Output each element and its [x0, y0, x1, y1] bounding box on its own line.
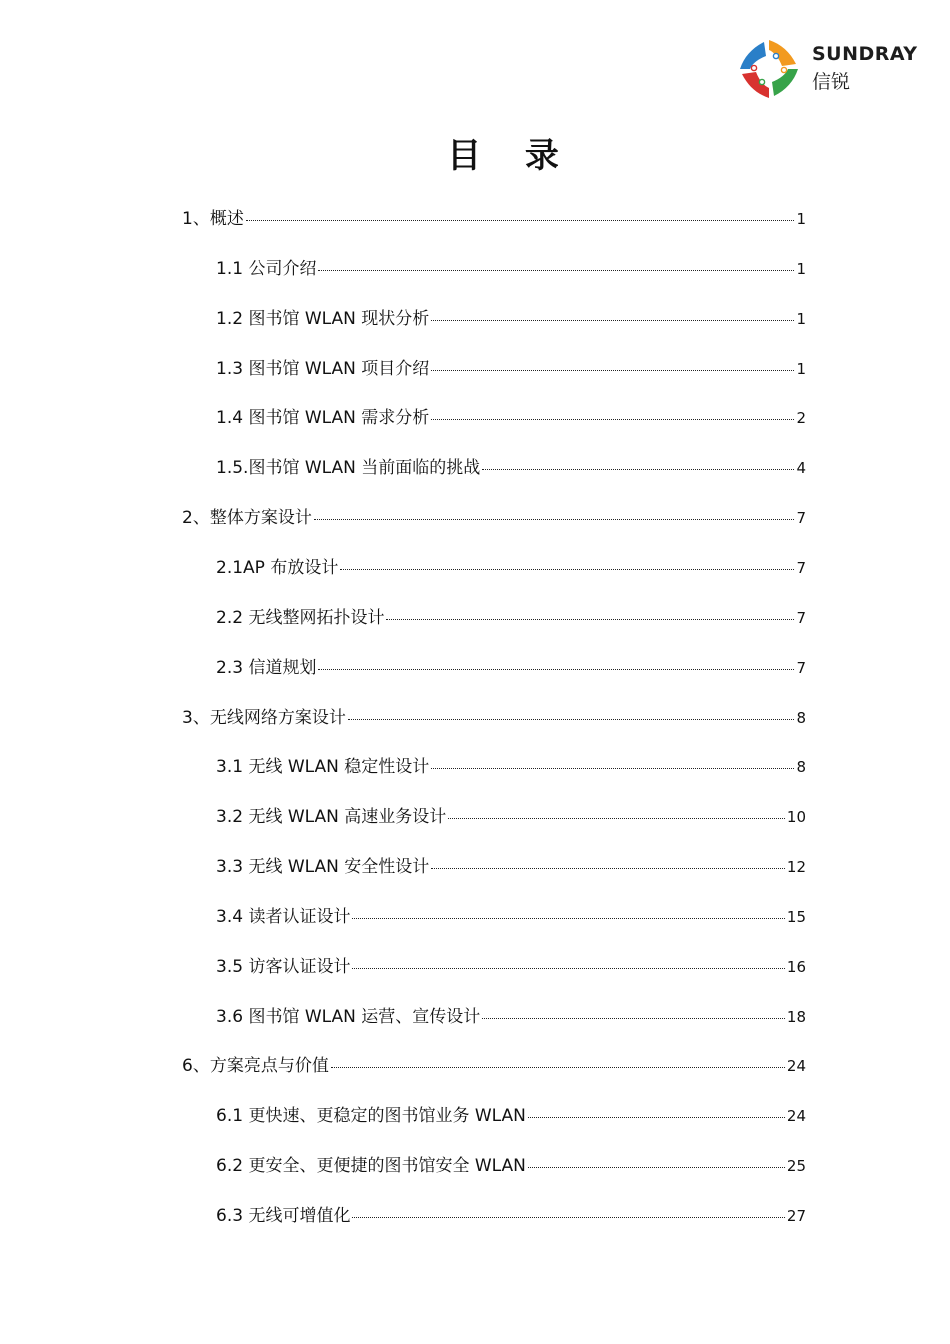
toc-entry-label: 3.2 无线 WLAN 高速业务设计 — [216, 807, 447, 827]
toc-entry-page-number: 18 — [786, 1008, 806, 1026]
toc-entry[interactable] — [216, 403, 806, 427]
toc-leader-dots — [528, 1167, 785, 1168]
toc-entry-page-number: 7 — [796, 509, 806, 527]
toc-entry[interactable] — [182, 1051, 806, 1075]
toc-entry-page-number: 1 — [796, 210, 806, 228]
toc-leader-dots — [528, 1117, 785, 1118]
toc-entry[interactable] — [216, 304, 806, 328]
toc-entry-label: 3.5 访客认证设计 — [216, 957, 351, 977]
toc-entry-label: 6.3 无线可增值化 — [216, 1206, 351, 1226]
toc-entry[interactable] — [216, 453, 806, 477]
sundray-pinwheel-logo-icon — [736, 36, 802, 102]
toc-entry-page-number: 7 — [796, 559, 806, 577]
toc-entry[interactable] — [216, 1002, 806, 1026]
toc-entry[interactable] — [216, 603, 806, 627]
brand-name-en: SUNDRAY — [812, 43, 918, 65]
toc-entry-page-number: 27 — [786, 1207, 806, 1225]
toc-entry[interactable] — [182, 703, 806, 727]
toc-entry-page-number: 10 — [786, 808, 806, 826]
toc-entry[interactable] — [182, 503, 806, 527]
toc-leader-dots — [314, 519, 795, 520]
toc-entry[interactable] — [216, 952, 806, 976]
toc-leader-dots — [431, 868, 785, 869]
toc-leader-dots — [431, 320, 794, 321]
toc-entry-page-number: 1 — [796, 310, 806, 328]
toc-entry[interactable] — [216, 653, 806, 677]
toc-leader-dots — [482, 469, 794, 470]
toc-leader-dots — [448, 818, 785, 819]
toc-entry-label: 1.5.图书馆 WLAN 当前面临的挑战 — [216, 458, 481, 478]
toc-leader-dots — [331, 1067, 785, 1068]
toc-entry-page-number: 7 — [796, 609, 806, 627]
toc-leader-dots — [431, 768, 794, 769]
page-title: 目 录 — [447, 136, 575, 176]
toc-entry[interactable] — [216, 1201, 806, 1225]
toc-entry[interactable] — [216, 802, 806, 826]
toc-entry-label: 2.1AP 布放设计 — [216, 558, 339, 578]
toc-entry-page-number: 15 — [786, 908, 806, 926]
toc-entry-page-number: 7 — [796, 659, 806, 677]
toc-entry-page-number: 8 — [796, 709, 806, 727]
toc-entry-page-number: 24 — [786, 1057, 806, 1075]
toc-entry-label: 3.3 无线 WLAN 安全性设计 — [216, 857, 430, 877]
toc-entry-page-number: 25 — [786, 1157, 806, 1175]
toc-entry-label: 3.6 图书馆 WLAN 运营、宣传设计 — [216, 1007, 481, 1027]
toc-entry-label: 1、概述 — [182, 209, 244, 229]
toc-entry-label: 3.1 无线 WLAN 稳定性设计 — [216, 757, 430, 777]
toc-entry-page-number: 1 — [796, 260, 806, 278]
toc-entry-label: 2.3 信道规划 — [216, 658, 317, 678]
toc-entry-page-number: 4 — [796, 459, 806, 477]
toc-entry-label: 1.1 公司介绍 — [216, 259, 317, 279]
toc-leader-dots — [352, 968, 784, 969]
toc-leader-dots — [348, 719, 795, 720]
toc-entry[interactable] — [216, 852, 806, 876]
toc-leader-dots — [386, 619, 794, 620]
sundray-logo — [736, 36, 936, 104]
toc-entry[interactable] — [216, 254, 806, 278]
brand-name-cn: 信锐 — [812, 71, 851, 93]
toc-leader-dots — [318, 270, 794, 271]
toc-entry-label: 1.2 图书馆 WLAN 现状分析 — [216, 309, 430, 329]
toc-entry-page-number: 12 — [786, 858, 806, 876]
toc-entry-label: 6.2 更安全、更便捷的图书馆安全 WLAN — [216, 1156, 526, 1176]
toc-leader-dots — [246, 220, 795, 221]
toc-entry-page-number: 2 — [796, 409, 806, 427]
toc-leader-dots — [318, 669, 794, 670]
toc-entry-label: 2、整体方案设计 — [182, 508, 312, 528]
toc-entry[interactable] — [216, 354, 806, 378]
toc-entry-label: 3.4 读者认证设计 — [216, 907, 351, 927]
toc-entry[interactable] — [216, 902, 806, 926]
toc-entry-page-number: 24 — [786, 1107, 806, 1125]
toc-entry-label: 6.1 更快速、更稳定的图书馆业务 WLAN — [216, 1106, 526, 1126]
toc-entry-page-number: 16 — [786, 958, 806, 976]
toc-leader-dots — [431, 419, 794, 420]
toc-entry-label: 3、无线网络方案设计 — [182, 708, 346, 728]
toc-entry[interactable] — [216, 553, 806, 577]
toc-entry[interactable] — [216, 1101, 806, 1125]
toc-entry-label: 6、方案亮点与价值 — [182, 1056, 329, 1076]
toc-leader-dots — [340, 569, 794, 570]
toc-leader-dots — [482, 1018, 785, 1019]
toc-entry-label: 1.4 图书馆 WLAN 需求分析 — [216, 408, 430, 428]
toc-entry[interactable] — [216, 752, 806, 776]
toc-entry-page-number: 8 — [796, 758, 806, 776]
toc-leader-dots — [352, 918, 784, 919]
toc-leader-dots — [431, 370, 794, 371]
toc-leader-dots — [352, 1217, 784, 1218]
toc-entry[interactable] — [216, 1151, 806, 1175]
toc-entry-label: 2.2 无线整网拓扑设计 — [216, 608, 385, 628]
toc-entry-page-number: 1 — [796, 360, 806, 378]
toc-entry[interactable] — [182, 204, 806, 228]
toc-entry-label: 1.3 图书馆 WLAN 项目介绍 — [216, 359, 430, 379]
